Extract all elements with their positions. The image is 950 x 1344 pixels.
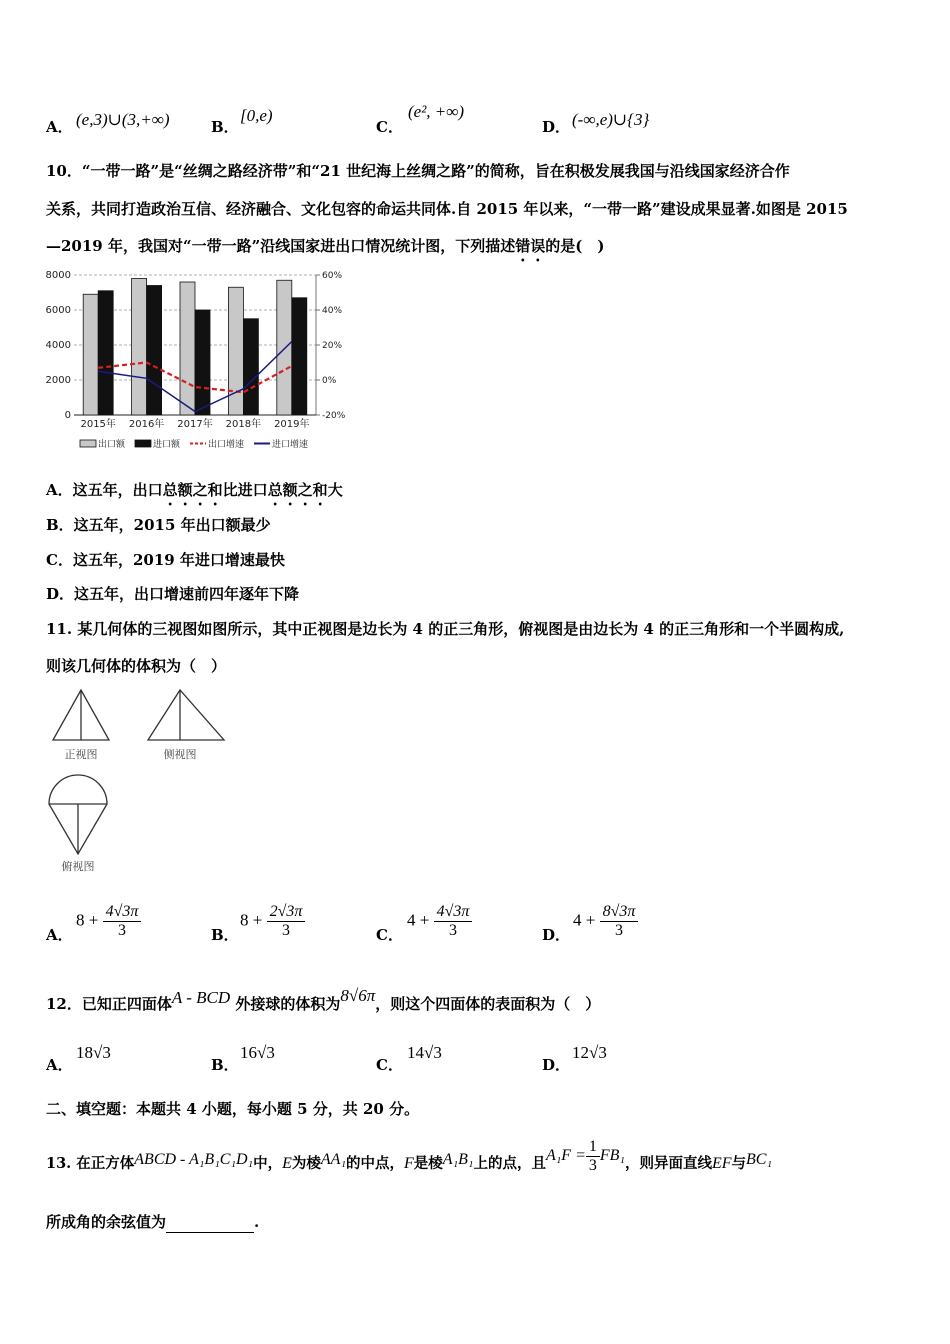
y-tick-label: 6000 <box>45 305 71 316</box>
q10-option-c: C．这五年，2019 年进口增速最快 <box>46 551 285 569</box>
q13-edge-a1b1: A₁B₁ <box>442 1151 474 1169</box>
q10-line-1: 10．“一带一路”是“丝绸之路经济带”和“21 世纪海上丝绸之路”的简称，旨在积极发展我国与沿线国家经济合作 <box>46 162 790 180</box>
q11-option-c-label: C． <box>376 926 403 944</box>
q10-option-a <box>46 479 343 509</box>
q10-option-a-post: 大 <box>327 481 343 499</box>
q13-line-2-end: . <box>254 1213 260 1231</box>
q13-answer-blank[interactable] <box>166 1216 254 1233</box>
q11-option-a-den: 3 <box>117 922 126 939</box>
q13-edge-aa1: AA₁ <box>320 1151 347 1169</box>
legend-swatch <box>80 440 96 447</box>
legend-label: 进口额 <box>153 440 181 450</box>
side-view <box>148 690 224 740</box>
y2-tick-label: 60% <box>322 271 343 281</box>
q9-option-c-expr: (e², +∞) <box>408 102 465 121</box>
q12-option-a-expr: 18√3 <box>76 1043 111 1062</box>
export-bar <box>277 280 292 415</box>
q10-emphasis-wrong: 错误 <box>515 237 546 255</box>
top-view-label: 俯视图 <box>61 860 95 873</box>
q12-volume: 8√6π <box>340 986 376 1005</box>
q11-option-c-int: 4 + <box>407 910 430 930</box>
q10-line-3c: 的是( ) <box>545 237 605 255</box>
x-tick-label: 2018年 <box>225 419 262 430</box>
x-tick-label: 2017年 <box>177 419 213 430</box>
q11-option-b-den: 3 <box>281 922 290 939</box>
legend-swatch <box>135 440 151 447</box>
q9-option-b-expr: [0,e) <box>240 106 273 125</box>
q13-p5: 是棱 <box>413 1155 443 1173</box>
q11-option-d-den: 3 <box>614 922 623 939</box>
three-views-figure <box>44 686 234 886</box>
front-view-label: 正视图 <box>64 748 98 761</box>
q12-post: ，则这个四面体的表面积为（ ） <box>375 995 601 1013</box>
q13-line-2-text: 所成角的余弦值为 <box>46 1213 167 1231</box>
q11-option-d-expr <box>573 903 638 940</box>
q13-p3: 为棱 <box>291 1155 321 1173</box>
q13-point-e: E <box>282 1155 292 1173</box>
y-tick-label: 4000 <box>45 340 71 351</box>
q13-line-2 <box>46 1211 259 1233</box>
q12-option-c-label: C． <box>376 1056 403 1074</box>
q13-ratio-num: 1 <box>586 1138 600 1157</box>
q13-p8: 与 <box>731 1155 747 1173</box>
q12-option-a-label: A． <box>46 1056 73 1074</box>
q13-stem <box>46 1138 773 1183</box>
q11-option-a-label: A． <box>46 926 73 944</box>
q13-cube: ABCD - A₁B₁C₁D₁ <box>134 1151 254 1169</box>
q12-pre: 12．已知正四面体 <box>46 995 172 1013</box>
legend-label: 进口增速 <box>272 440 309 450</box>
q9-option-a-label: A． <box>46 118 73 136</box>
q9-option-d-expr: (-∞,e)∪{3} <box>572 110 650 129</box>
q12-option-c-expr: 14√3 <box>407 1043 442 1062</box>
export-bar <box>180 282 195 415</box>
q9-option-a-expr: (e,3)∪(3,+∞) <box>76 110 170 129</box>
q11-option-b-expr <box>240 903 305 940</box>
y2-tick-label: 0% <box>322 376 337 386</box>
q13-line-ef: EF <box>711 1155 732 1173</box>
x-tick-label: 2019年 <box>274 419 310 430</box>
import-bar <box>243 319 258 415</box>
q11-option-b-label: B． <box>211 926 239 944</box>
q11-option-b-int: 8 + <box>240 910 263 930</box>
import-bar <box>195 310 210 415</box>
legend-label: 出口增速 <box>208 440 245 450</box>
q13-p1: 13. 在正方体 <box>46 1155 135 1173</box>
section-2-title: 二、填空题：本题共 4 小题，每小题 5 分，共 20 分。 <box>46 1100 420 1118</box>
q10-option-a-emph2: 总额之和 <box>267 481 328 499</box>
q10-line-3 <box>46 235 604 265</box>
x-tick-label: 2015年 <box>80 419 116 430</box>
y-tick-label: 2000 <box>45 375 71 386</box>
x-tick-label: 2016年 <box>128 419 165 430</box>
y2-tick-label: 20% <box>322 341 343 351</box>
y-tick-label: 0 <box>64 410 71 421</box>
legend-label: 出口额 <box>98 440 126 450</box>
q11-option-b-num: 2√3π <box>267 903 306 922</box>
import-bar <box>98 291 113 415</box>
q12-option-d-expr: 12√3 <box>572 1043 607 1062</box>
q13-ratio-den: 3 <box>588 1157 597 1174</box>
q12-option-b-expr: 16√3 <box>240 1043 275 1062</box>
export-bar <box>132 279 147 416</box>
q10-option-a-mid: 比进口 <box>222 481 268 499</box>
q10-option-a-pre: A．这五年，出口 <box>46 481 163 499</box>
import-bar <box>147 286 162 416</box>
q13-p2: 中， <box>253 1155 283 1173</box>
q13-line-bc1: BC₁ <box>746 1151 773 1169</box>
q10-line-2: 关系，共同打造政治互信、经济融合、文化包容的命运共同体.自 2015 年以来，“一带一路”建设成果显著.如图是 2015 <box>46 200 848 218</box>
q12-stem <box>46 986 601 1015</box>
q11-option-a-num: 4√3π <box>103 903 142 922</box>
q13-p7: ，则异面直线 <box>624 1155 712 1173</box>
q11-line-1: 11. 某几何体的三视图如图所示，其中正视图是边长为 4 的正三角形，俯视图是由边长为 4 的正三角形和一个半圆构成, <box>46 620 845 638</box>
side-view-label: 侧视图 <box>163 748 197 761</box>
q12-mid: 外接球的体积为 <box>235 995 341 1013</box>
q11-option-c-num: 4√3π <box>434 903 473 922</box>
q11-option-c-expr <box>407 903 472 940</box>
q10-option-d: D．这五年，出口增速前四年逐年下降 <box>46 585 300 603</box>
trade-chart <box>44 268 364 458</box>
q13-ratio-right: FB₁ <box>599 1147 625 1165</box>
y2-tick-label: -20% <box>322 411 346 421</box>
q11-line-2: 则该几何体的体积为（ ） <box>46 657 227 675</box>
y2-tick-label: 40% <box>322 306 343 316</box>
q13-ratio-left: A₁F = <box>545 1147 586 1165</box>
export-bar <box>228 287 243 415</box>
q11-option-d-num: 8√3π <box>600 903 639 922</box>
q11-option-a-expr <box>76 903 141 940</box>
q13-ratio <box>545 1138 625 1174</box>
q12-tetra: A - BCD <box>171 988 231 1007</box>
q12-option-d-label: D． <box>542 1056 571 1074</box>
q13-point-f: F <box>404 1155 414 1173</box>
q11-option-d-int: 4 + <box>573 910 596 930</box>
q9-option-b-label: B． <box>211 118 239 136</box>
q10-option-a-emph1: 总额之和 <box>162 481 223 499</box>
q10-line-3a: —2019 年，我国对“一带一路”沿线国家进出口情况统计图，下列描述 <box>46 237 516 255</box>
top-view <box>49 775 107 854</box>
import-bar <box>292 298 307 415</box>
q9-option-c-label: C． <box>376 118 403 136</box>
q11-option-c-den: 3 <box>448 922 457 939</box>
q12-option-b-label: B． <box>211 1056 239 1074</box>
q11-option-d-label: D． <box>542 926 571 944</box>
q11-option-a-int: 8 + <box>76 910 99 930</box>
q10-option-b: B．这五年，2015 年出口额最少 <box>46 516 271 534</box>
q13-p4: 的中点， <box>346 1155 405 1173</box>
export-bar <box>83 294 98 415</box>
q9-option-d-label: D． <box>542 118 571 136</box>
y-tick-label: 8000 <box>45 270 71 281</box>
q13-p6: 上的点，且 <box>473 1155 546 1173</box>
front-view <box>53 690 109 740</box>
